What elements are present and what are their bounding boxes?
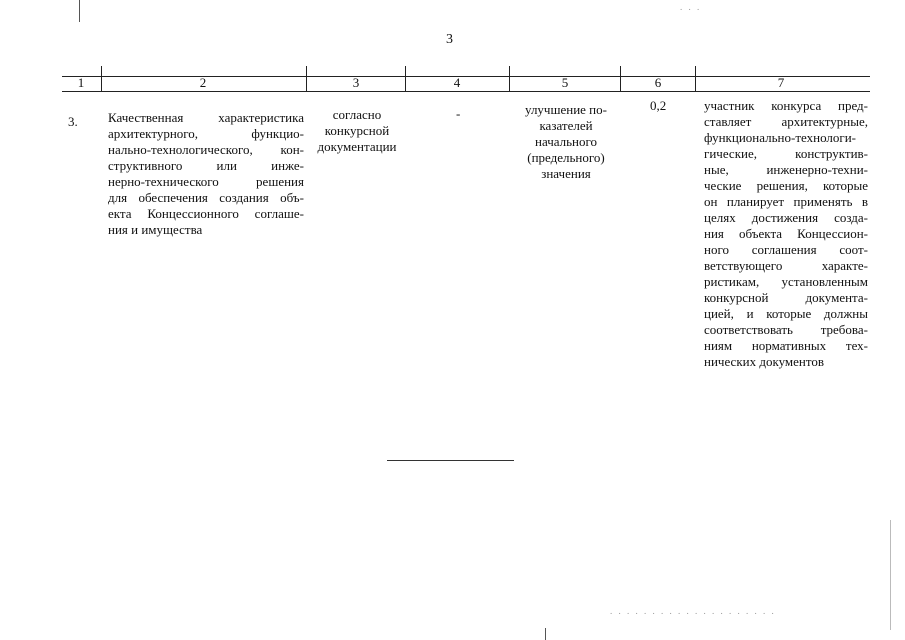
column-number: 7 <box>777 75 785 90</box>
table-line <box>62 91 870 92</box>
closing-rule <box>387 460 514 461</box>
page-number: 3 <box>446 32 453 47</box>
text-line: документации <box>317 139 397 154</box>
text-line: он планирует применять в <box>704 194 868 209</box>
table-divider <box>509 66 510 91</box>
column-number: 6 <box>654 75 662 90</box>
text-line: екта Концессионного соглаше- <box>108 206 304 221</box>
text-line: согласно <box>332 107 382 122</box>
text-line: ставляет архитектурные, <box>704 114 868 129</box>
text-line: Качественная характеристика <box>108 110 304 125</box>
text-line: нально-технологического, кон- <box>108 142 304 157</box>
text-line: начального <box>534 134 597 149</box>
text-line: ния и имущества <box>108 222 203 237</box>
text-line: ного соглашения соот- <box>704 242 868 257</box>
column-number: 2 <box>199 75 207 90</box>
column-number: 3 <box>352 75 360 90</box>
text-line: функционально-технологи- <box>704 130 857 145</box>
table-divider <box>101 66 102 91</box>
table-divider <box>695 66 696 91</box>
scan-mark <box>545 628 546 640</box>
text-line: гические, конструктив- <box>704 146 868 161</box>
text-line: конкурсной документа- <box>704 290 868 305</box>
text-line: нических документов <box>704 354 825 369</box>
text-line: улучшение по- <box>525 102 607 117</box>
text-line: ния объекта Концессион- <box>704 226 868 241</box>
criterion-text <box>108 110 304 238</box>
text-line: соответствовать требова- <box>704 322 868 337</box>
text-line: казателей <box>539 118 593 133</box>
text-line: (предельного) <box>527 150 605 165</box>
text-line: нерно-технического решения <box>108 174 304 189</box>
text-line: ные, инженерно-техни- <box>704 162 868 177</box>
description-text <box>704 98 868 370</box>
text-line: ветствующего характе- <box>704 258 868 273</box>
text-line: значения <box>541 166 591 181</box>
table-divider <box>306 66 307 91</box>
scan-noise: . . . . . . . . . . . . . . . . . . . . <box>610 606 776 616</box>
table-divider <box>620 66 621 91</box>
table-header <box>62 66 870 91</box>
text-line: цией, и которые должны <box>704 306 868 321</box>
scan-noise: . . . <box>680 2 702 12</box>
direction-text <box>514 102 618 182</box>
text-line: для обеспечения создания объ- <box>108 190 304 205</box>
text-line: участник конкурса пред- <box>704 98 868 113</box>
column-number: 1 <box>77 75 85 90</box>
source-text <box>311 107 403 155</box>
scan-mark <box>890 520 891 630</box>
row-number: 3. <box>68 114 78 129</box>
text-line: целях достижения созда- <box>704 210 868 225</box>
column4-value: - <box>456 106 461 121</box>
scan-mark <box>79 0 80 22</box>
text-line: структивного или инже- <box>108 158 304 173</box>
text-line: ристикам, установленным <box>704 274 868 289</box>
column-number: 4 <box>453 75 461 90</box>
text-line: ниям нормативных тех- <box>704 338 868 353</box>
coefficient-value: 0,2 <box>650 98 667 113</box>
text-line: конкурсной <box>324 123 390 138</box>
text-line: ческие решения, которые <box>704 178 868 193</box>
text-line: архитектурного, функцио- <box>108 126 304 141</box>
column-number: 5 <box>561 75 569 90</box>
table-divider <box>405 66 406 91</box>
